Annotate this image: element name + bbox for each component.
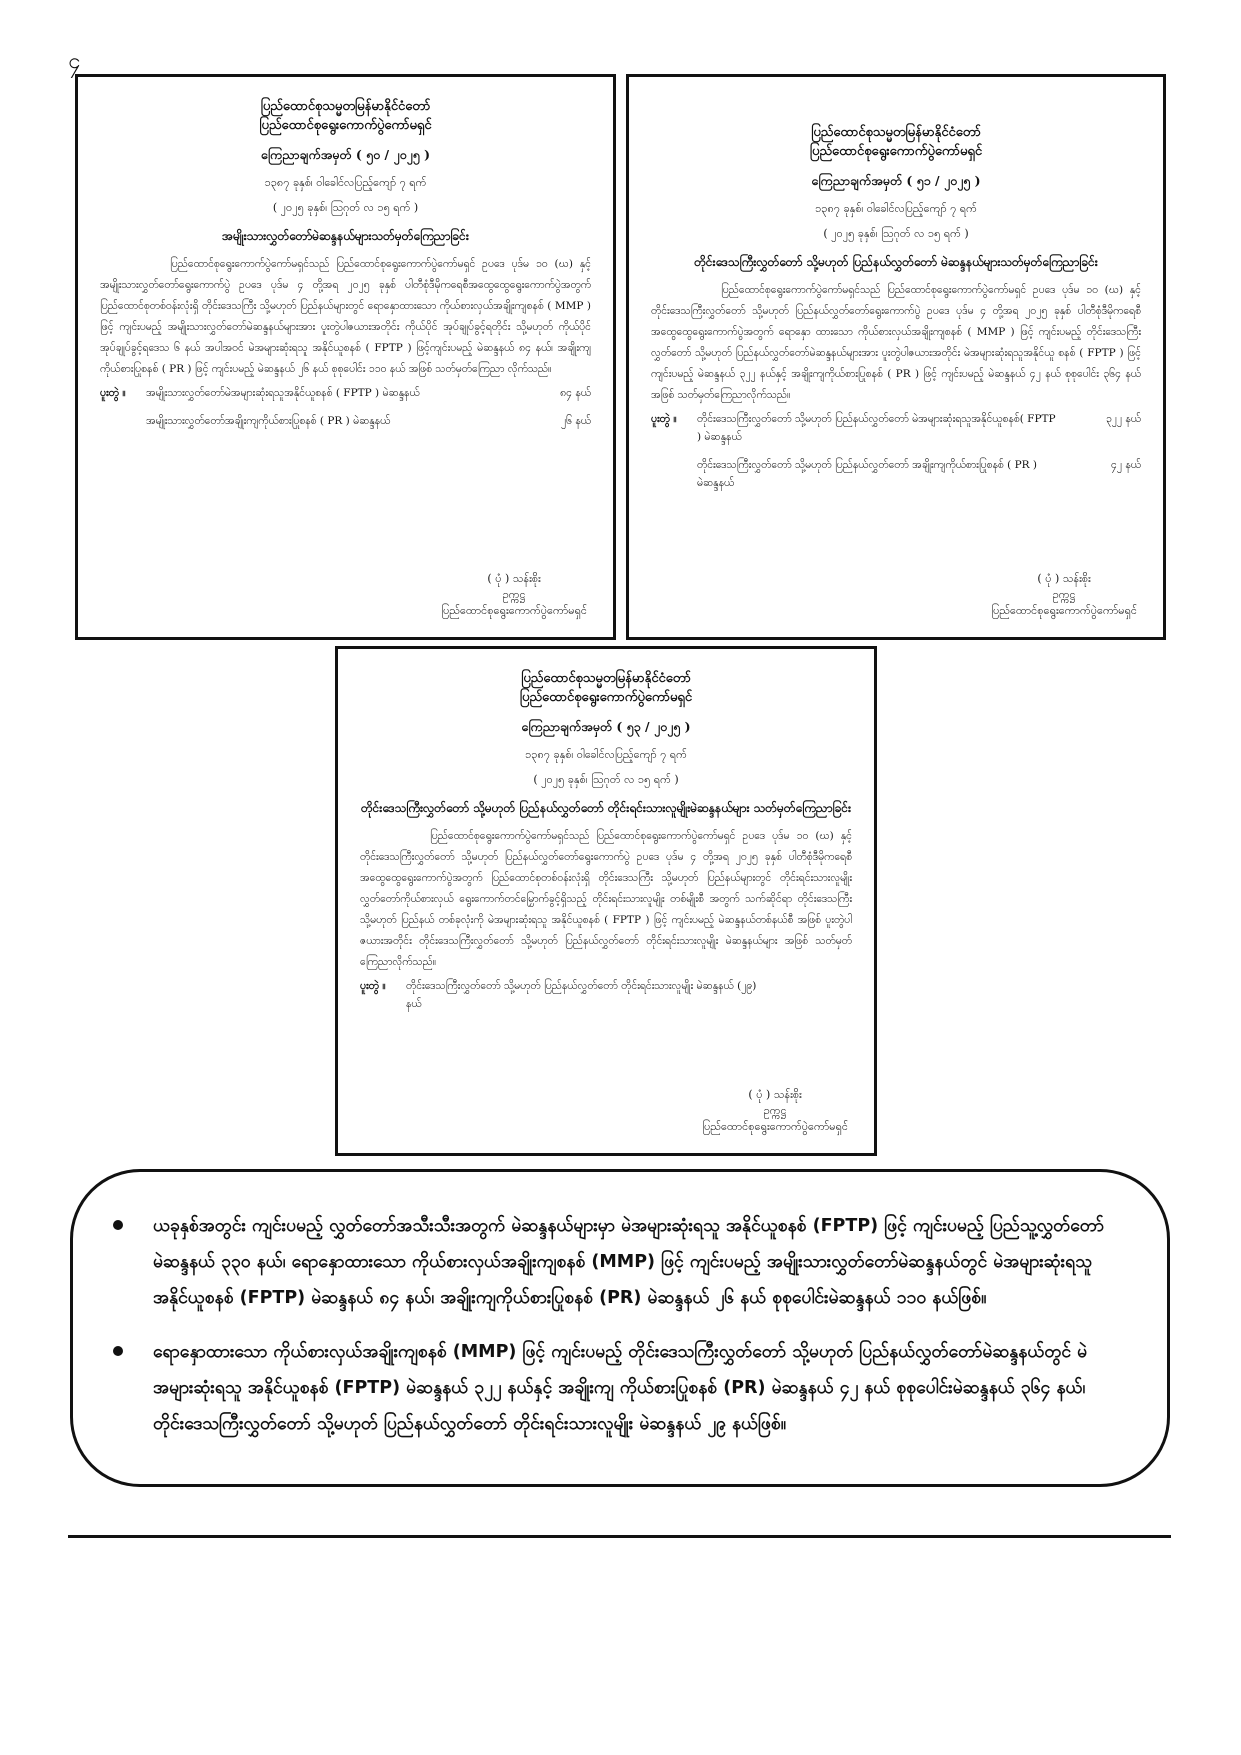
page-number: ၄ [68, 49, 81, 74]
signatory-title: ဥက္ကဋ္ဌ [502, 588, 526, 601]
bottom-divider [68, 1535, 1171, 1538]
signatory-org: ပြည်ထောင်စုရွေးကောက်ပွဲကော်မရှင် [702, 1120, 848, 1133]
attachment-lead [651, 456, 689, 492]
notice-attachment-list [651, 410, 1141, 492]
notice-title-line-2: ပြည်ထောင်စုရွေးကောက်ပွဲကော်မရှင် [809, 144, 983, 159]
attachment-count [782, 977, 852, 1013]
attachment-text: အမျိုးသားလွှတ်တော်အချိုးကျကိုယ်စားပြုစနစ် ( PR ) မဲဆန္ဒနယ် [146, 415, 391, 427]
attachment-text: တိုင်းဒေသကြီးလွှတ်တော် သို့မဟုတ် ပြည်နယ်လွှတ်တော် အချိုးကျကိုယ်စားပြုစနစ် ( PR ) မဲဆန္ဒနယ် [697, 459, 1037, 489]
attachment-item [100, 412, 591, 430]
signatory-title: ဥက္ကဋ္ဌ [1052, 588, 1076, 601]
attachment-count: ၂၆ နယ် [560, 415, 591, 427]
summary-box [70, 1169, 1170, 1487]
notice-title-line-1: ပြည်ထောင်စုသမ္မတမြန်မာနိုင်ငံတော် [521, 671, 691, 686]
notice-50-2025 [75, 74, 616, 640]
attachment-text: တိုင်းဒေသကြီးလွှတ်တော် သို့မဟုတ် ပြည်နယ်လွှတ်တော် မဲအများဆုံးရသူအနိုင်ယူစနစ်( FPTP ) မဲဆန္ဒနယ် [697, 413, 1056, 443]
attachment-item [100, 384, 591, 402]
notice-title-line-1: ပြည်ထောင်စုသမ္မတမြန်မာနိုင်ငံတော် [260, 99, 431, 114]
attachment-lead [100, 412, 138, 430]
notice-attachment-list [100, 384, 591, 430]
notice-number: ကြေညာချက်အမှတ် ( ၅၀ / ၂၀၂၅ ) [260, 147, 431, 162]
notice-title-line-2: ပြည်ထောင်စုရွေးကောက်ပွဲကော်မရှင် [259, 118, 432, 133]
attachment-count: ၄၂ နယ် [1110, 459, 1141, 471]
attachment-item [360, 977, 852, 1013]
signatory-name: ( ပုံ ) သန်းစိုး [487, 572, 541, 585]
notice-body: ပြည်ထောင်စုရွေးကောက်ပွဲကော်မရှင်သည် ပြည်ထောင်စုရွေးကောက်ပွဲကော်မရှင် ဥပဒေ ပုဒ်မ ၁၀ (ဃ) နှင့် တိုင်းဒေသကြီးလွှတ်တော် သို့မဟုတ် ပြည်နယ်လွှတ်တော်ရွေးကောက်ပွဲ ဥပဒေ ပုဒ်မ ၄ တို့အရ ၂၀၂၅ ခုနှစ် ပါတီစုံဒီမိုကရေစီအထွေထွေရွေးကောက်ပွဲအတွက် ရောနှော ထားသော ကိုယ်စားလှယ်အချိုးကျစနစ် ( MMP ) ဖြင့် ကျင်းပမည့် တိုင်းဒေသကြီးလွှတ်တော် သို့မဟုတ် ပြည်နယ်လွှတ်တော်မဲဆန္ဒနယ်များအား ပူးတွဲပါဇယားအတိုင်း မဲအများဆုံးရသူအနိုင်ယူ စနစ် ( FPTP ) ဖြင့် ကျင်းပမည့် မဲဆန္ဒနယ် ၃၂၂ နယ်နှင့် အချိုးကျကိုယ်စားပြုစနစ် ( PR ) ဖြင့် ကျင်းပမည့် မဲဆန္ဒနယ် ၄၂ နယ် စုစုပေါင်း ၃၆၄ နယ်အဖြစ် သတ်မှတ်ကြေညာလိုက်သည်။ [651, 284, 1141, 401]
bullet-dot-icon [113, 1220, 123, 1230]
signature-block [991, 571, 1137, 619]
notice-number: ကြေညာချက်အမှတ် ( ၅၃ / ၂၀၂၅ ) [521, 719, 691, 734]
notice-date-line-2: ( ၂၀၂၅ ခုနှစ်၊ ဩဂုတ် လ ၁၅ ရက် ) [533, 773, 679, 786]
signatory-name: ( ပုံ ) သန်းစိုး [748, 1088, 802, 1101]
signatory-org: ပြည်ထောင်စုရွေးကောက်ပွဲကော်မရှင် [441, 604, 587, 617]
signature-block [702, 1087, 848, 1135]
notice-attachment-list [360, 977, 852, 1013]
notice-51-2025 [626, 74, 1166, 640]
notice-title-line-2: ပြည်ထောင်စုရွေးကောက်ပွဲကော်မရှင် [519, 690, 693, 705]
notice-date-line-1: ၁၃၈၇ ခုနှစ်၊ ဝါခေါင်လပြည့်ကျော် ၇ ရက် [264, 176, 427, 189]
signatory-org: ပြည်ထောင်စုရွေးကောက်ပွဲကော်မရှင် [991, 604, 1137, 617]
summary-bullet-text: ရောနှောထားသော ကိုယ်စားလှယ်အချိုးကျစနစ် (MMP) ဖြင့် ကျင်းပမည့် တိုင်းဒေသကြီးလွှတ်တော် သို့မဟုတ် ပြည်နယ်လွှတ်တော်မဲဆန္ဒနယ်တွင် မဲအများဆုံးရသူ အနိုင်ယူစနစ် (FPTP) မဲဆန္ဒနယ် ၃၂၂ နယ်နှင့် အချိုးကျ ကိုယ်စားပြုစနစ် (PR) မဲဆန္ဒနယ် ၄၂ နယ် စုစုပေါင်းမဲဆန္ဒနယ် ၃၆၄ နယ်၊ တိုင်းဒေသကြီးလွှတ်တော် သို့မဟုတ် ပြည်နယ်လွှတ်တော် တိုင်းရင်းသားလူမျိုး မဲဆန္ဒနယ် ၂၉ နယ်ဖြစ်။ [153, 1342, 1088, 1434]
notice-subject: တိုင်းဒေသကြီးလွှတ်တော် သို့မဟုတ် ပြည်နယ်လွှတ်တော် မဲဆန္ဒနယ်များသတ်မှတ်ကြေညာခြင်း [694, 255, 1098, 269]
attachment-item [651, 410, 1141, 446]
notice-date-line-2: ( ၂၀၂၅ ခုနှစ်၊ ဩဂုတ် လ ၁၅ ရက် ) [823, 227, 969, 240]
bullet-dot-icon [113, 1346, 123, 1356]
summary-bullet-text: ယခုနှစ်အတွင်း ကျင်းပမည့် လွှတ်တော်အသီးသီးအတွက် မဲဆန္ဒနယ်များမှာ မဲအများဆုံးရသူ အနိုင်ယူစနစ် (FPTP) ဖြင့် ကျင်းပမည့် ပြည်သူ့လွှတ်တော်မဲဆန္ဒနယ် ၃၃၀ နယ်၊ ရောနှောထားသော ကိုယ်စားလှယ်အချိုးကျစနစ် (MMP) ဖြင့် ကျင်းပမည့် အမျိုးသားလွှတ်တော်မဲဆန္ဒနယ်တွင် မဲအများဆုံးရသူအနိုင်ယူစနစ် (FPTP) မဲဆန္ဒနယ် ၈၄ နယ်၊ အချိုးကျကိုယ်စားပြုစနစ် (PR) မဲဆန္ဒနယ် ၂၆ နယ် စုစုပေါင်းမဲဆန္ဒနယ် ၁၁၀ နယ်ဖြစ်။ [153, 1216, 1104, 1308]
notice-subject: တိုင်းဒေသကြီးလွှတ်တော် သို့မဟုတ် ပြည်နယ်လွှတ်တော် တိုင်းရင်းသားလူမျိုးမဲဆန္ဒနယ်များ သတ်မှတ်ကြေညာခြင်း [360, 801, 852, 815]
attachment-count: ၈၄ နယ် [560, 387, 591, 399]
notice-number: ကြေညာချက်အမှတ် ( ၅၁ / ၂၀၂၅ ) [811, 173, 981, 188]
notice-date-line-1: ၁၃၈၇ ခုနှစ်၊ ဝါခေါင်လပြည့်ကျော် ၇ ရက် [525, 748, 687, 761]
notice-date-line-1: ၁၃၈၇ ခုနှစ်၊ ဝါခေါင်လပြည့်ကျော် ၇ ရက် [815, 202, 977, 215]
attachment-lead: ပူးတွဲ ။ [100, 387, 126, 399]
signatory-name: ( ပုံ ) သန်းစိုး [1037, 572, 1091, 585]
attachment-text: အမျိုးသားလွှတ်တော်မဲအများဆုံးရသူအနိုင်ယူစနစ် ( FPTP ) မဲဆန္ဒနယ် [146, 387, 420, 399]
notice-53-2025 [335, 646, 877, 1156]
summary-bullet [113, 1208, 1115, 1316]
notice-body: ပြည်ထောင်စုရွေးကောက်ပွဲကော်မရှင်သည် ပြည်ထောင်စုရွေးကောက်ပွဲကော်မရှင် ဥပဒေ ပုဒ်မ ၁၀ (ဃ) နှင့် အမျိုးသားလွှတ်တော်ရွေးကောက်ပွဲ ဥပဒေ ပုဒ်မ ၄ တို့အရ ၂၀၂၅ ခုနှစ် ပါတီစုံဒီမိုကရေစီအထွေထွေရွေးကောက်ပွဲအတွက် ပြည်ထောင်စုတစ်ဝန်းလုံးရှိ တိုင်းဒေသကြီး သို့မဟုတ် ပြည်နယ်များတွင် ရောနှောထားသော ကိုယ်စားလှယ်အချိုးကျစနစ် ( MMP ) ဖြင့် ကျင်းပမည့် အမျိုးသားလွှတ်တော်မဲဆန္ဒနယ်များအား ပူးတွဲပါဇယားအတိုင်း ကိုယ်ပိုင် အုပ်ချုပ်ခွင့်ရတိုင်း သို့မဟုတ် ကိုယ်ပိုင်အုပ်ချုပ်ခွင့်ရဒေသ ၆ နယ် အပါအဝင် မဲအများဆုံးရသူ အနိုင်ယူစနစ် ( FPTP ) ဖြင့်ကျင်းပမည့် မဲဆန္ဒနယ် ၈၄ နယ်၊ အချိုးကျကိုယ်စားပြုစနစ် ( PR ) ဖြင့် ကျင်းပမည့် မဲဆန္ဒနယ် ၂၆ နယ် စုစုပေါင်း ၁၁၀ နယ် အဖြစ် သတ်မှတ်ကြေညာ လိုက်သည်။ [100, 258, 591, 375]
attachment-text: တိုင်းဒေသကြီးလွှတ်တော် သို့မဟုတ် ပြည်နယ်လွှတ်တော် တိုင်းရင်းသားလူမျိုး မဲဆန္ဒနယ် (၂၉) နယ် [406, 980, 757, 1010]
notice-date-line-2: ( ၂၀၂၅ ခုနှစ်၊ ဩဂုတ် လ ၁၅ ရက် ) [272, 201, 419, 214]
summary-bullet [113, 1334, 1115, 1442]
notice-subject: အမျိုးသားလွှတ်တော်မဲဆန္ဒနယ်များသတ်မှတ်ကြေညာခြင်း [222, 229, 469, 243]
notice-title-line-1: ပြည်ထောင်စုသမ္မတမြန်မာနိုင်ငံတော် [811, 125, 981, 140]
notice-body: ပြည်ထောင်စုရွေးကောက်ပွဲကော်မရှင်သည် ပြည်ထောင်စုရွေးကောက်ပွဲကော်မရှင် ဥပဒေ ပုဒ်မ ၁၀ (ဃ) နှင့် တိုင်းဒေသကြီးလွှတ်တော် သို့မဟုတ် ပြည်နယ်လွှတ်တော်ရွေးကောက်ပွဲ ဥပဒေ ပုဒ်မ ၄ တို့အရ ၂၀၂၅ ခုနှစ် ပါတီစုံဒီမိုကရေစီအထွေထွေရွေးကောက်ပွဲအတွက် ပြည်ထောင်စုတစ်ဝန်းလုံးရှိ တိုင်းဒေသကြီး သို့မဟုတ် ပြည်နယ်များတွင် တိုင်းရင်းသားလူမျိုး လွှတ်တော်ကိုယ်စားလှယ် ရွေးကောက်တင်မြှောက်ခွင့်ရှိသည့် တိုင်းရင်းသားလူမျိုး တစ်မျိုးစီ အတွက် သက်ဆိုင်ရာ တိုင်းဒေသကြီး သို့မဟုတ် ပြည်နယ် တစ်ခုလုံးကို မဲအများဆုံးရသူ အနိုင်ယူစနစ် ( FPTP ) ဖြင့် ကျင်းပမည့် မဲဆန္ဒနယ်တစ်နယ်စီ အဖြစ် ပူးတွဲပါဇယားအတိုင်း တိုင်းဒေသကြီးလွှတ်တော် သို့မဟုတ် ပြည်နယ်လွှတ်တော် တိုင်းရင်းသားလူမျိုး မဲဆန္ဒနယ်များ အဖြစ် သတ်မှတ်ကြေညာလိုက်သည်။ [360, 830, 852, 968]
attachment-item [651, 456, 1141, 492]
signatory-title: ဥက္ကဋ္ဌ [763, 1104, 787, 1117]
signature-block [441, 571, 587, 619]
attachment-lead: ပူးတွဲ ။ [651, 413, 677, 425]
attachment-count: ၃၂၂ နယ် [1105, 413, 1141, 425]
attachment-lead: ပူးတွဲ ။ [360, 980, 386, 992]
